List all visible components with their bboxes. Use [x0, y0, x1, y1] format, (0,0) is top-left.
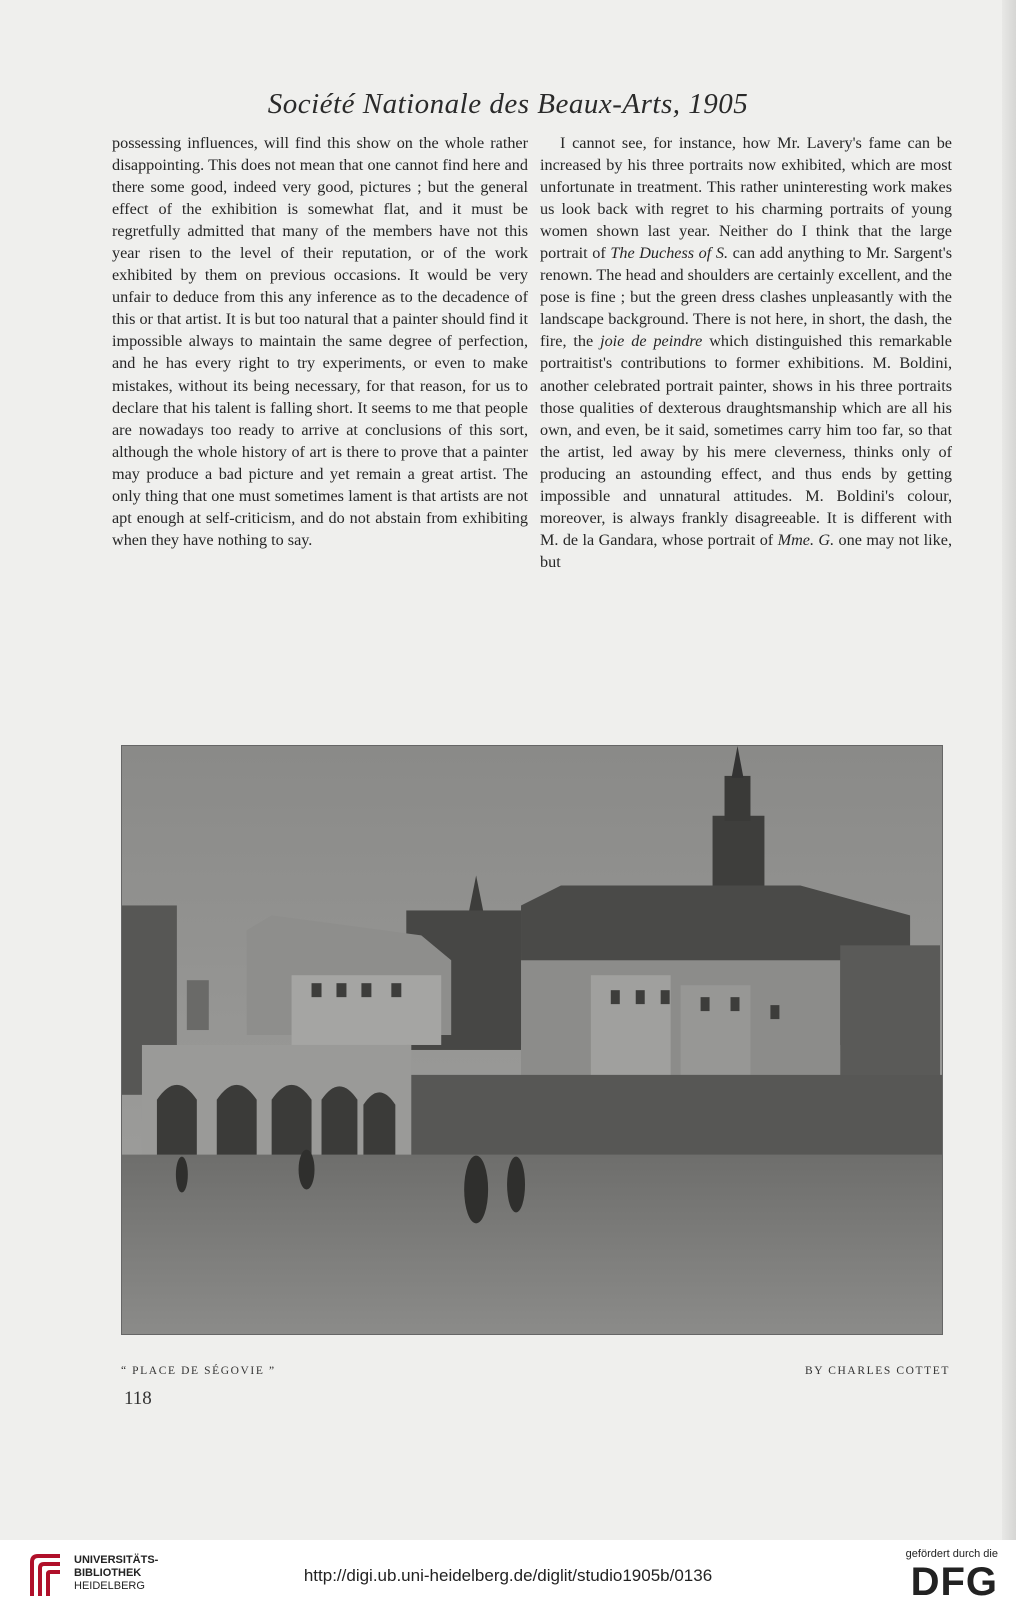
- source-url-link[interactable]: http://digi.ub.uni-heidelberg.de/diglit/studio1905b/0136: [303, 1566, 713, 1585]
- funder-block: [906, 1548, 998, 1604]
- text-run: which distinguished this remarkable portraitist's contributions to former exhibitions. M. Boldini, another celebrated portrait painter, shows in his three portraits those qualities of dexterous draughtsmanship which are all his own, and even, be it said, sometimes carry him too far, so that the artist, led away by his mere cleverness, thinks only of producing an astounding effect, and thus ends by getting impossible and unnatural attitudes. M. Boldini's colour, moreover, is always frankly disagreeable. It is different with M. de la Gandara, whose portrait of: [540, 332, 952, 549]
- text-run: one may not like, but: [540, 530, 952, 571]
- text-run: I cannot see, for instance, how Mr. Lavery's fame can be increased by his three portraits now exhibited, which are most unfortunate in treatment. This rather uninteresting work makes us look back with regret to his charming portraits of young women shown last year. Neither do I think that the large portrait of: [540, 134, 952, 263]
- left-paragraph: possessing influences, will find this show on the whole rather disappointing. This does not mean that one cannot find here and there some good, indeed very good, pictures ; but the general effect of the exhibition is somewhat flat, and it must be regretfully admitted that many of the members have not this year risen to the level of their reputation, or of the work exhibited by them on previous occasions. It would be very unfair to deduce from this any inference as to the decadence of this or that artist. It is but too natural that a painter should find it impossible always to maintain the same degree of perfection, and he has every right to try experiments, or even to make mistakes, without its being necessary, for that reason, for us to declare that his talent is falling short. It seems to me that people are nowadays too ready to arrive at conclusions of this sort, although the whole history of art is there to prove that a painter may produce a bad picture and yet remain a great artist. The only thing that one must sometimes lament is that artists are not apt enough at self-criticism, and do not abstain from exhibiting when they have nothing to say.: [112, 134, 528, 549]
- running-head: Société Nationale des Beaux-Arts, 1905: [267, 88, 749, 120]
- plate-caption-artist: BY CHARLES COTTET: [805, 1365, 950, 1377]
- funder-note: gefördert durch die: [905, 1548, 998, 1560]
- footer-bar: [0, 1540, 1016, 1619]
- library-line: BIBLIOTHEK: [74, 1567, 142, 1579]
- right-paragraph: [540, 132, 952, 573]
- text-run: can add anything to Mr. Sargent's renown. The head and shoulders are certainly excellent, and the pose is fine ; but the green dress clashes unpleasantly with the landscape background. There is not here, in short, the dash, the fire, the: [540, 244, 953, 351]
- library-line: HEIDELBERG: [74, 1580, 145, 1592]
- library-line: UNIVERSITÄTS-: [74, 1554, 159, 1566]
- left-column: [112, 132, 528, 551]
- phrase-joie: joie de peindre: [600, 332, 703, 351]
- painting-image: [122, 746, 942, 1334]
- dfg-logo: DFG: [910, 1560, 998, 1604]
- title-duchess: The Duchess of S.: [610, 244, 729, 263]
- painting-plate: [121, 745, 943, 1335]
- page-number: 118: [124, 1388, 152, 1409]
- right-column: [540, 132, 952, 573]
- page-edge: [1002, 0, 1016, 1540]
- title-mme: Mme. G.: [777, 530, 835, 549]
- plate-caption-title: “ PLACE DE SÉGOVIE ”: [121, 1365, 276, 1377]
